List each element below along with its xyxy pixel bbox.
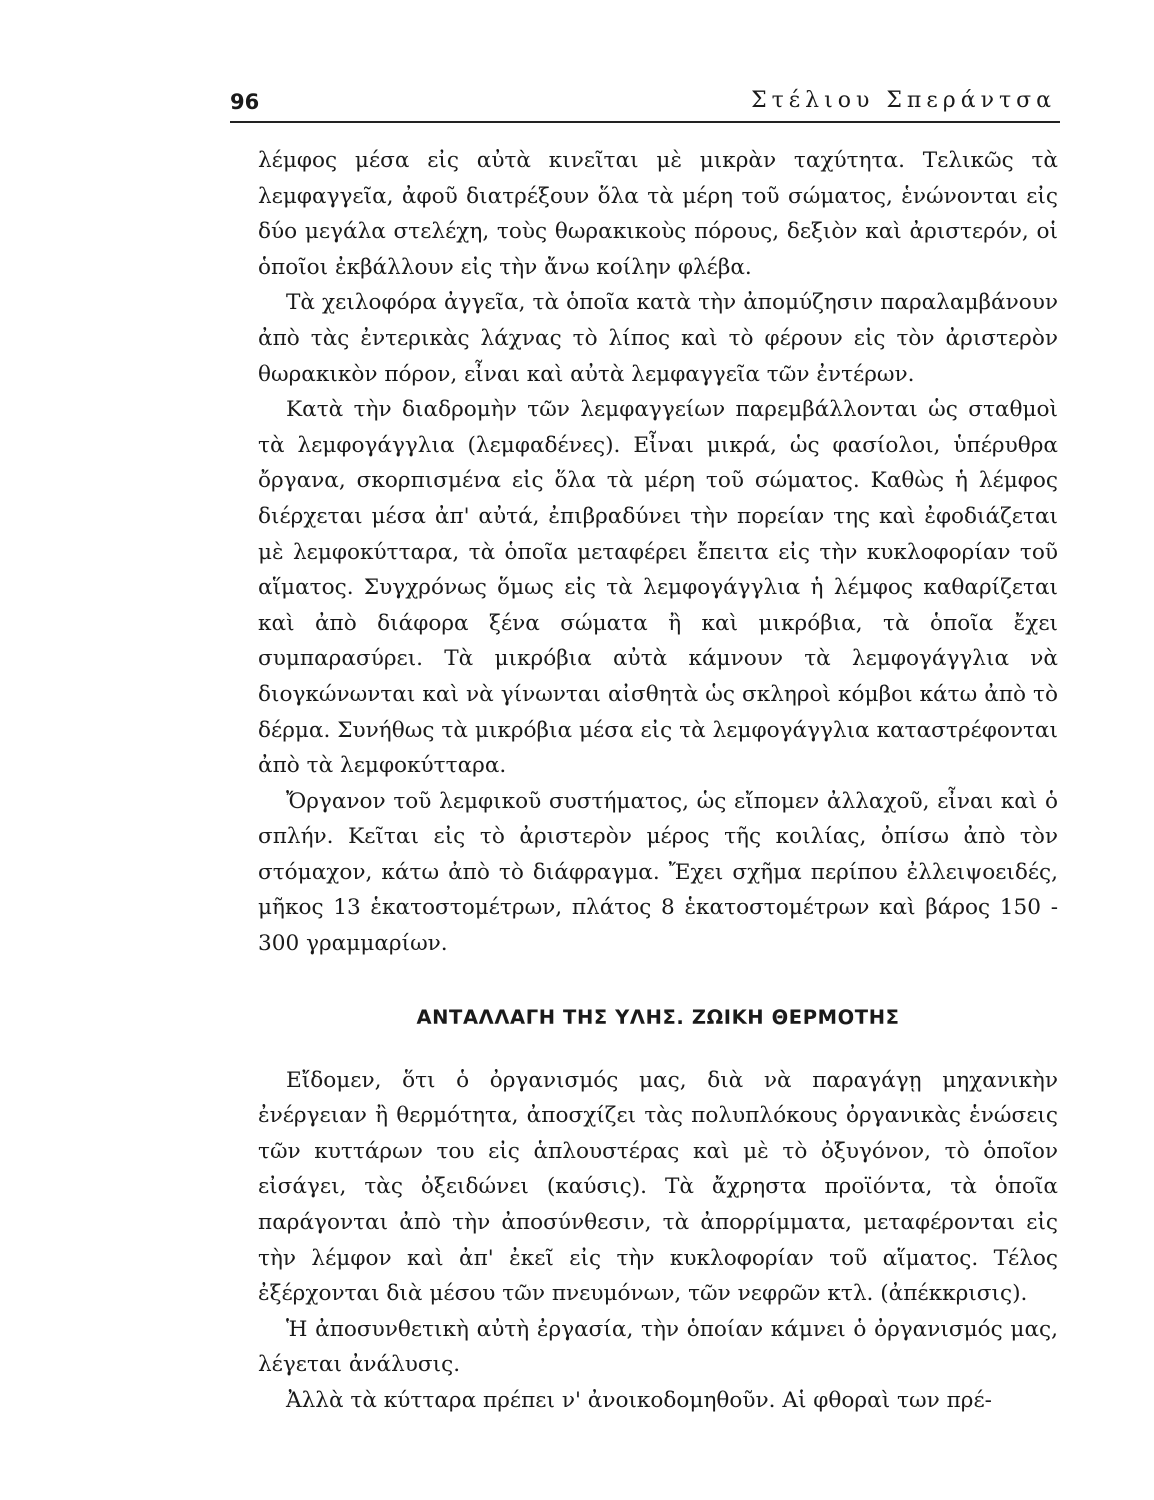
paragraph-spleen: Ὄργανον τοῦ λεμφικοῦ συστήματος, ὡς εἴπομεν ἀλλαχοῦ, εἶναι καὶ ὁ σπλήν. Κεῖται εἰς τὸ ἀριστερὸν μέρος τῆς κοιλίας, ὀπίσω ἀπὸ τὸν στόμαχον, κάτω ἀπὸ τὸ διάφραγμα. Ἔχει σχῆμα περίπου ἐλλειψοειδές, μῆκος 13 ἑκατοστομέτρων, πλάτος 8 ἑκατοστομέτρων καὶ βάρος 150 - 300 γραμμαρίων.	[258, 788, 1058, 957]
page-number: 96	[230, 90, 260, 114]
body-text	[258, 143, 1058, 1419]
paragraph-metabolism: Εἴδομεν, ὅτι ὁ ὀργανισμός μας, διὰ νὰ παραγάγῃ μηχανικὴν ἐνέργειαν ἢ θερμότητα, ἀποσχίζει τὰς πολυπλόκους ὀργανικὰς ἑνώσεις τῶν κυττάρων του εἰς ἁπλουστέρας καὶ μὲ τὸ ὀξυγόνον, τὸ ὁποῖον εἰσάγει, τὰς ὀξειδώνει (καύσις). Τὰ ἄχρηστα προϊόντα, τὰ ὁποῖα παράγονται ἀπὸ τὴν ἀποσύνθεσιν, τὰ ἀπορρίμματα, μεταφέρονται εἰς τὴν λέμφον καὶ ἀπ' ἐκεῖ εἰς τὴν κυκλοφορίαν τοῦ αἵματος. Τέλος ἐξέρχονται διὰ μέσου τῶν πνευμόνων, τῶν νεφρῶν κτλ. (ἀπέκκρισις).	[258, 1067, 1058, 1307]
header-rule	[230, 121, 1060, 123]
running-title: Στέλιου Σπεράντσα	[751, 88, 1056, 113]
paragraph-continued: λέμφος μέσα εἰς αὐτὰ κινεῖται μὲ μικρὰν ταχύτητα. Τελικῶς τὰ λεμφαγγεῖα, ἀφοῦ διατρέξουν ὅλα τὰ μέρη τοῦ σώματος, ἑνώνονται εἰς δύο μεγάλα στελέχη, τοὺς θωρακικοὺς πόρους, δεξιὸν καὶ ἀριστερόν, οἱ ὁποῖοι ἐκβάλλουν εἰς τὴν ἄνω κοίλην φλέβα.	[258, 148, 1058, 280]
running-head	[230, 84, 1060, 118]
paragraph-rebuild: Ἀλλὰ τὰ κύτταρα πρέπει ν' ἀνοικοδομηθοῦν. Αἱ φθοραὶ των πρέ-	[286, 1388, 992, 1413]
section-heading: ΑΝΤΑΛΛΑΓΗ ΤΗΣ ΥΛΗΣ. ΖΩΙΚΗ ΘΕΡΜΟΤΗΣ	[416, 1005, 900, 1029]
paragraph-lymph-nodes: Κατὰ τὴν διαδρομὴν τῶν λεμφαγγείων παρεμβάλλονται ὡς σταθμοὶ τὰ λεμφογάγγλια (λεμφαδένες). Εἶναι μικρά, ὡς φασίολοι, ὑπέρυθρα ὄργανα, σκορπισμένα εἰς ὅλα τὰ μέρη τοῦ σώματος. Καθὼς ἡ λέμφος διέρχεται μέσα ἀπ' αὐτά, ἐπιβραδύνει τὴν πορείαν της καὶ ἐφοδιάζεται μὲ λεμφοκύτταρα, τὰ ὁποῖα μεταφέρει ἔπειτα εἰς τὴν κυκλοφορίαν τοῦ αἵματος. Συγχρόνως ὅμως εἰς τὰ λεμφογάγγλια ἡ λέμφος καθαρίζεται καὶ ἀπὸ διάφορα ξένα σώματα ἢ καὶ μικρόβια, τὰ ὁποῖα ἔχει συμπαρασύρει. Τὰ μικρόβια αὐτὰ κάμνουν τὰ λεμφογάγγλια νὰ διογκώνωνται καὶ νὰ γίνωνται αἰσθητὰ ὡς σκληροὶ κόμβοι κάτω ἀπὸ τὸ δέρμα. Συνήθως τὰ μικρόβια μέσα εἰς τὰ λεμφογάγγλια καταστρέφονται ἀπὸ τὰ λεμφοκύτταρα.	[258, 397, 1058, 779]
paragraph-chyle-vessels: Τὰ χειλοφόρα ἀγγεῖα, τὰ ὁποῖα κατὰ τὴν ἀπομύζησιν παραλαμβάνουν ἀπὸ τὰς ἐντερικὰς λάχνας τὸ λίπος καὶ τὸ φέρουν εἰς τὸν ἀριστερὸν θωρακικὸν πόρον, εἶναι καὶ αὐτὰ λεμφαγγεῖα τῶν ἐντέρων.	[258, 290, 1058, 387]
paragraph-analysis: Ἡ ἀποσυνθετικὴ αὐτὴ ἐργασία, τὴν ὁποίαν κάμνει ὁ ὀργανισμός μας, λέγεται ἀνάλυσις.	[258, 1316, 1058, 1378]
